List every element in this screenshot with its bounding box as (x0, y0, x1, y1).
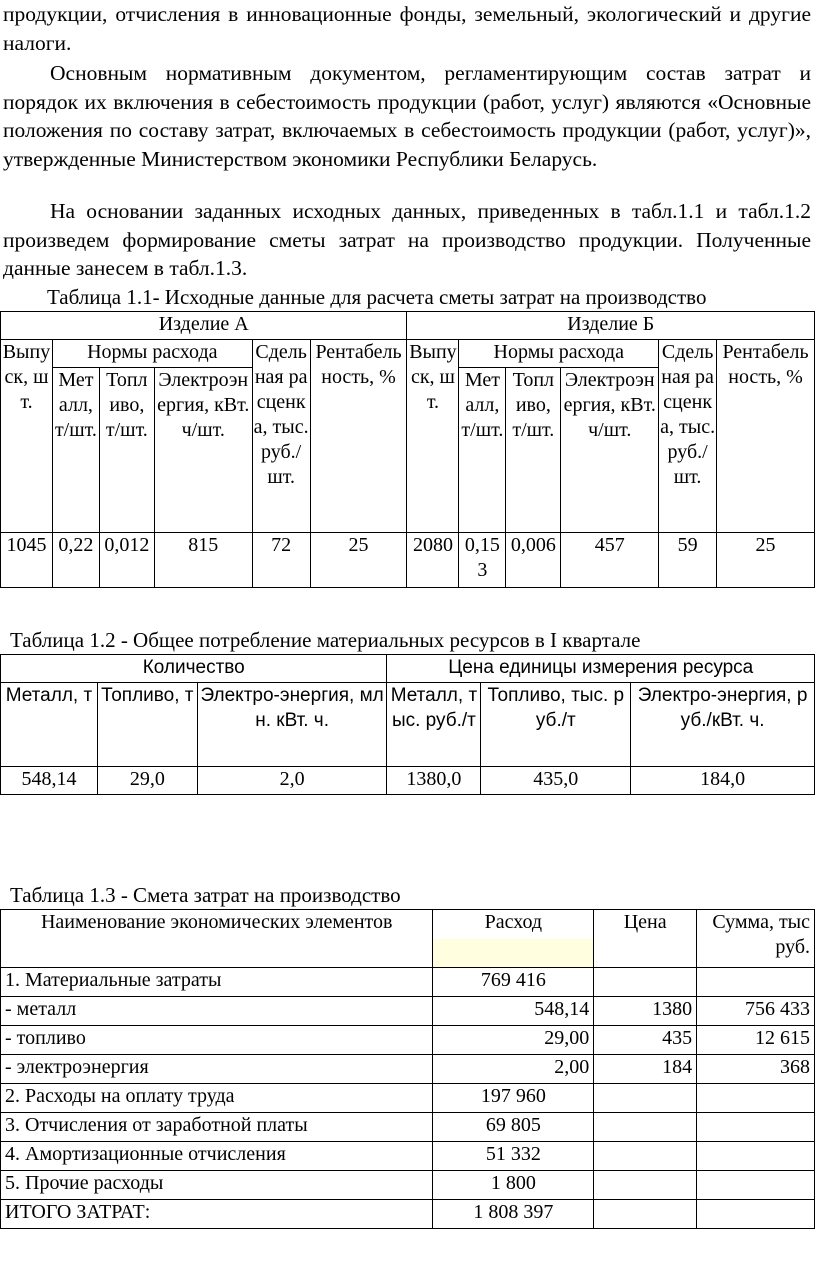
row-price (594, 1113, 697, 1142)
energy-qty-header: Электро-энергия, млн. кВт. ч. (197, 683, 387, 767)
paragraph-3 (3, 197, 811, 283)
fuel-price-header: Топливо, тыс. руб./т (481, 683, 631, 767)
a-piecework-header: Сдельная расценка, тыс. руб./шт. (252, 340, 310, 533)
b-norms-header: Нормы расхода (459, 340, 659, 368)
row-sum (697, 968, 815, 997)
row-sum (697, 1142, 815, 1171)
row-price: 435 (594, 1026, 697, 1055)
fuel-qty-value: 29,0 (97, 767, 197, 795)
table-row (1, 1055, 815, 1084)
row-name: 4. Амортизационные отчисления (1, 1142, 433, 1171)
b-profit-header: Рентабельность, % (717, 340, 815, 533)
table-1-caption: Таблица 1.1- Исходные данные для расчета сметы затрат на производство (47, 285, 707, 309)
metal-qty-header: Металл, т (1, 683, 98, 767)
row-sum (697, 1084, 815, 1113)
col-usage-label: Расход (484, 911, 543, 933)
b-metal-header: Металл, т/шт. (459, 368, 506, 533)
b-output-value: 2080 (407, 533, 459, 588)
row-price: 1380 (594, 997, 697, 1026)
row-price (594, 1171, 697, 1200)
energy-qty-value: 2,0 (197, 767, 387, 795)
fuel-price-value: 435,0 (481, 767, 631, 795)
table-row (1, 1026, 815, 1055)
a-piecework-value: 72 (252, 533, 310, 588)
b-output-header: Выпуск, шт. (407, 340, 459, 533)
b-fuel-header: Топливо, т/шт. (506, 368, 561, 533)
b-energy-value: 457 (561, 533, 659, 588)
metal-qty-value: 548,14 (1, 767, 98, 795)
row-name: - топливо (1, 1026, 433, 1055)
table-1-source-data (0, 311, 815, 588)
a-fuel-value: 0,012 (99, 533, 154, 588)
row-sum: 12 615 (697, 1026, 815, 1055)
row-usage: 769 416 (433, 968, 594, 997)
b-metal-value: 0,153 (459, 533, 506, 588)
highlighted-cell (433, 939, 593, 967)
row-price (594, 1084, 697, 1113)
row-usage: 69 805 (433, 1113, 594, 1142)
row-name: 2. Расходы на оплату труда (1, 1084, 433, 1113)
a-output-header: Выпуск, шт. (1, 340, 53, 533)
col-usage-header (433, 910, 594, 968)
paragraph-3-text: На основании заданных исходных данных, приведенных в табл.1.1 и табл.1.2 произведем формирование сметы затрат на производство продукции. Полученные данные занесем в табл.1.3. (3, 199, 811, 280)
energy-price-header: Электро-энергия, руб./кВт. ч. (631, 683, 815, 767)
row-usage: 51 332 (433, 1142, 594, 1171)
table-row (1, 1142, 815, 1171)
row-name: 3. Отчисления от заработной платы (1, 1113, 433, 1142)
row-usage: 1 808 397 (433, 1200, 594, 1229)
table-row (1, 1113, 815, 1142)
row-usage: 197 960 (433, 1084, 594, 1113)
a-energy-header: Электроэнергия, кВт. ч/шт. (154, 368, 252, 533)
product-a-header: Изделие А (1, 312, 407, 340)
paragraph-1-text: продукции, отчисления в инновационные фонды, земельный, экологический и другие налоги. (3, 2, 811, 55)
product-b-header: Изделие Б (407, 312, 815, 340)
row-usage: 29,00 (433, 1026, 594, 1055)
col-sum-header: Сумма, тыс руб. (697, 910, 815, 968)
row-usage: 2,00 (433, 1055, 594, 1084)
row-price (594, 968, 697, 997)
row-sum (697, 1200, 815, 1229)
table-row (1, 1084, 815, 1113)
a-norms-header: Нормы расхода (52, 340, 252, 368)
a-output-value: 1045 (1, 533, 53, 588)
price-group-header: Цена единицы измерения ресурса (387, 655, 815, 683)
row-sum: 368 (697, 1055, 815, 1084)
row-sum: 756 433 (697, 997, 815, 1026)
paragraph-1 (3, 0, 811, 57)
table-row (1, 1171, 815, 1200)
row-sum (697, 1171, 815, 1200)
b-energy-header: Электроэнергия, кВт. ч/шт. (561, 368, 659, 533)
metal-price-header: Металл, тыс. руб./т (387, 683, 481, 767)
paragraph-2 (3, 59, 811, 173)
b-profit-value: 25 (717, 533, 815, 588)
table-row (1, 997, 815, 1026)
row-usage: 1 800 (433, 1171, 594, 1200)
row-price: 184 (594, 1055, 697, 1084)
table-row (1, 1200, 815, 1229)
row-name: 5. Прочие расходы (1, 1171, 433, 1200)
fuel-qty-header: Топливо, т (97, 683, 197, 767)
b-fuel-value: 0,006 (506, 533, 561, 588)
table-2-resources (0, 654, 815, 795)
row-name: - электроэнергия (1, 1055, 433, 1084)
table-2-caption: Таблица 1.2 - Общее потребление материальных ресурсов в I квартале (10, 628, 641, 652)
a-metal-value: 0,22 (52, 533, 99, 588)
table-3-cost-estimate (0, 909, 815, 1229)
row-name: - металл (1, 997, 433, 1026)
row-price (594, 1142, 697, 1171)
a-profit-header: Рентабельность, % (310, 340, 407, 533)
col-price-header: Цена (594, 910, 697, 968)
col-name-header: Наименование экономических элементов (1, 910, 433, 968)
row-usage: 548,14 (433, 997, 594, 1026)
a-metal-header: Металл, т/шт. (52, 368, 99, 533)
a-profit-value: 25 (310, 533, 407, 588)
row-name: 1. Материальные затраты (1, 968, 433, 997)
quantity-group-header: Количество (1, 655, 387, 683)
row-sum (697, 1113, 815, 1142)
row-price (594, 1200, 697, 1229)
a-energy-value: 815 (154, 533, 252, 588)
table-row (1, 968, 815, 997)
energy-price-value: 184,0 (631, 767, 815, 795)
b-piecework-header: Сдельная расценка, тыс. руб./шт. (659, 340, 717, 533)
table-3-caption: Таблица 1.3 - Смета затрат на производство (10, 883, 401, 907)
metal-price-value: 1380,0 (387, 767, 481, 795)
paragraph-2-text: Основным нормативным документом, регламентирующим состав затрат и порядок их включения в себестоимость продукции (работ, услуг) являются «Основные положения по составу затрат, включаемых в себестоимость продукции (работ, услуг)», утвержденные Министерством экономики Республики Беларусь. (3, 61, 811, 171)
a-fuel-header: Топливо, т/шт. (99, 368, 154, 533)
row-name: ИТОГО ЗАТРАТ: (1, 1200, 433, 1229)
b-piecework-value: 59 (659, 533, 717, 588)
